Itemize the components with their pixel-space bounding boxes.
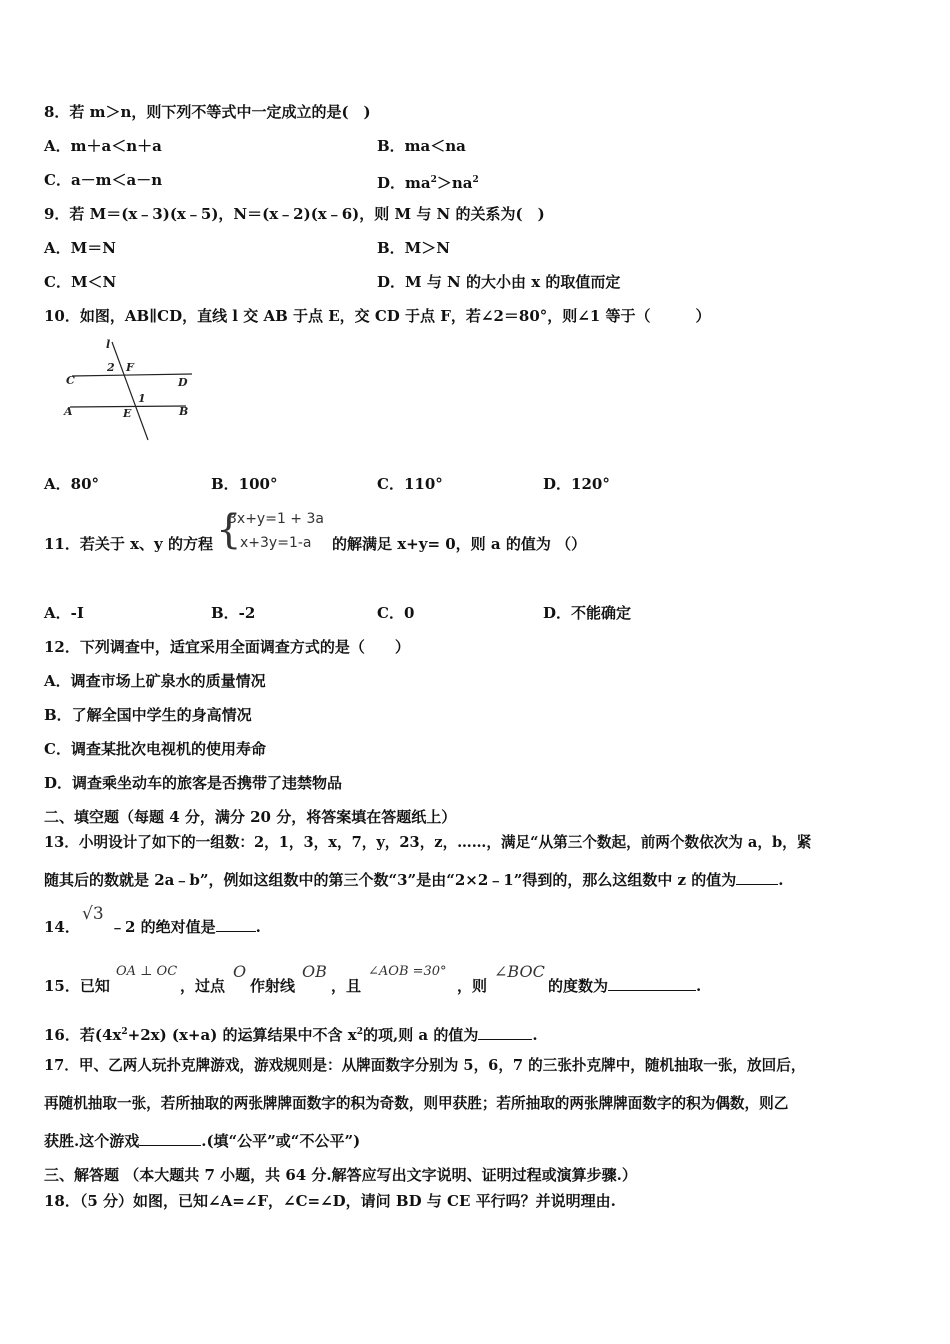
q10-figure: [60, 336, 200, 446]
q12-stem: 12．下列调查中，适宜采用全面调查方式的是（ ）: [44, 638, 410, 656]
q9-option-b: B．M＞N: [377, 239, 450, 257]
answer-blank[interactable]: [478, 1025, 532, 1040]
q14-num: 14．: [44, 918, 80, 936]
q15-math-o: O: [233, 962, 247, 981]
q8-option-b: B．ma＜na: [377, 137, 466, 155]
q12-option-d: D．调查乘坐动车的旅客是否携带了违禁物品: [44, 774, 343, 792]
label-a: A: [64, 405, 73, 418]
q11-eq1: 3x+y=1 + 3a: [228, 511, 324, 527]
system-brace: {: [216, 507, 242, 553]
label-l: l: [106, 338, 111, 351]
q9-stem: 9．若 M＝(x﹣3)(x﹣5)，N＝(x﹣2)(x﹣6)，则 M 与 N 的关系为( ): [44, 205, 545, 223]
q13-line2: 随其后的数就是 2a﹣b”，例如这组数中的第三个数“3”是由“2×2﹣1”得到的，那么这组数中 z 的值为 .: [44, 871, 784, 889]
q15-t5: 的度数为 .: [548, 977, 702, 995]
q11-option-a: A．-I: [44, 604, 84, 622]
q11-option-d: D．不能确定: [543, 604, 632, 622]
q11-prefix: 11．若关于 x、y 的方程: [44, 535, 213, 553]
q12-option-c: C．调查某批次电视机的使用寿命: [44, 740, 266, 758]
q18-stem: 18．（5 分）如图，已知∠A=∠F，∠C=∠D，请问 BD 与 CE 平行吗？并说明理由.: [44, 1192, 616, 1210]
line-l: [112, 342, 148, 440]
label-f: F: [126, 361, 134, 374]
q10-option-d: D．120°: [543, 475, 610, 493]
section-3-heading: 三、解答题 （本大题共 7 小题，共 64 分.解答应写出文字说明、证明过程或演算步骤.）: [44, 1166, 637, 1184]
label-c: C: [66, 374, 75, 387]
q11-option-c: C．0: [377, 604, 415, 622]
q13-line1: 13．小明设计了如下的一组数：2，1，3，x，7，y，23，z，……，满足“从第三个数起，前两个数依次为 a，b，紧: [44, 834, 812, 851]
q17-line3: 获胜.这个游戏 .(填“公平”或“不公平”): [44, 1132, 361, 1150]
q17-line2: 再随机抽取一张，若所抽取的两张牌牌面数字的积为奇数，则甲获胜；若所抽取的两张牌牌面数字的积为偶数，则乙: [44, 1095, 789, 1112]
q14-text: ﹣2 的绝对值是 .: [110, 918, 261, 936]
q12-option-b: B．了解全国中学生的身高情况: [44, 706, 252, 724]
q15-t4: ，则: [457, 977, 488, 995]
q15-math-ob: OB: [302, 962, 327, 981]
q10-stem: 10．如图，AB∥CD，直线 l 交 AB 于点 E，交 CD 于点 F，若∠2＝80°，则∠1 等于（ ）: [44, 307, 711, 325]
q8-option-c: C．a－m＜a－n: [44, 171, 163, 189]
q12-option-a: A．调查市场上矿泉水的质量情况: [44, 672, 266, 690]
line-cd: [72, 374, 192, 376]
section-2-heading: 二、填空题（每题 4 分，满分 20 分，将答案填在答题纸上）: [44, 808, 457, 826]
q15-t1: ，过点: [180, 977, 226, 995]
answer-blank[interactable]: [139, 1131, 201, 1146]
answer-blank[interactable]: [608, 976, 696, 991]
q15-t2: 作射线: [250, 977, 296, 995]
q8-option-d: D．$ma^2>na^2$: [377, 174, 479, 192]
sqrt-3: √3: [82, 904, 104, 924]
q16-text: 16．若$(4x^2+2x)$ (x+a) 的运算结果中不含 $x^2$的项,则 a 的值为 .: [44, 1026, 538, 1044]
q17-line1: 17．甲、乙两人玩扑克牌游戏，游戏规则是：从牌面数字分别为 5，6，7 的三张扑克牌中，随机抽取一张，放回后，: [44, 1057, 806, 1074]
q15-math-oa-perp-oc: OA ⊥ OC: [116, 964, 178, 979]
q8-option-a: A．m＋a＜n＋a: [44, 137, 162, 155]
q9-option-a: A．M＝N: [44, 239, 116, 257]
answer-blank[interactable]: [736, 870, 778, 885]
label-1: 1: [138, 392, 146, 405]
label-b: B: [179, 405, 189, 418]
label-d: D: [178, 376, 188, 389]
q8-stem: 8．若 m＞n，则下列不等式中一定成立的是( ): [44, 103, 371, 121]
q15-num: 15．已知: [44, 977, 110, 995]
q9-option-c: C．M＜N: [44, 273, 117, 291]
answer-blank[interactable]: [216, 917, 256, 932]
q15-math-angle-boc: ∠BOC: [494, 962, 545, 981]
q11-option-b: B．-2: [211, 604, 256, 622]
q10-option-b: B．100°: [211, 475, 278, 493]
q15-t3: ，且: [331, 977, 362, 995]
q9-option-d: D．M 与 N 的大小由 x 的取值而定: [377, 273, 621, 291]
q10-option-c: C．110°: [377, 475, 443, 493]
label-2: 2: [107, 361, 115, 374]
q11-eq2: x+3y=1-a: [240, 535, 312, 551]
label-e: E: [123, 407, 132, 420]
q10-option-a: A．80°: [44, 475, 100, 493]
q11-suffix: 的解满足 x+y= 0，则 a 的值为 （）: [332, 535, 587, 553]
q15-math-angle-aob: ∠AOB =30°: [368, 964, 447, 979]
